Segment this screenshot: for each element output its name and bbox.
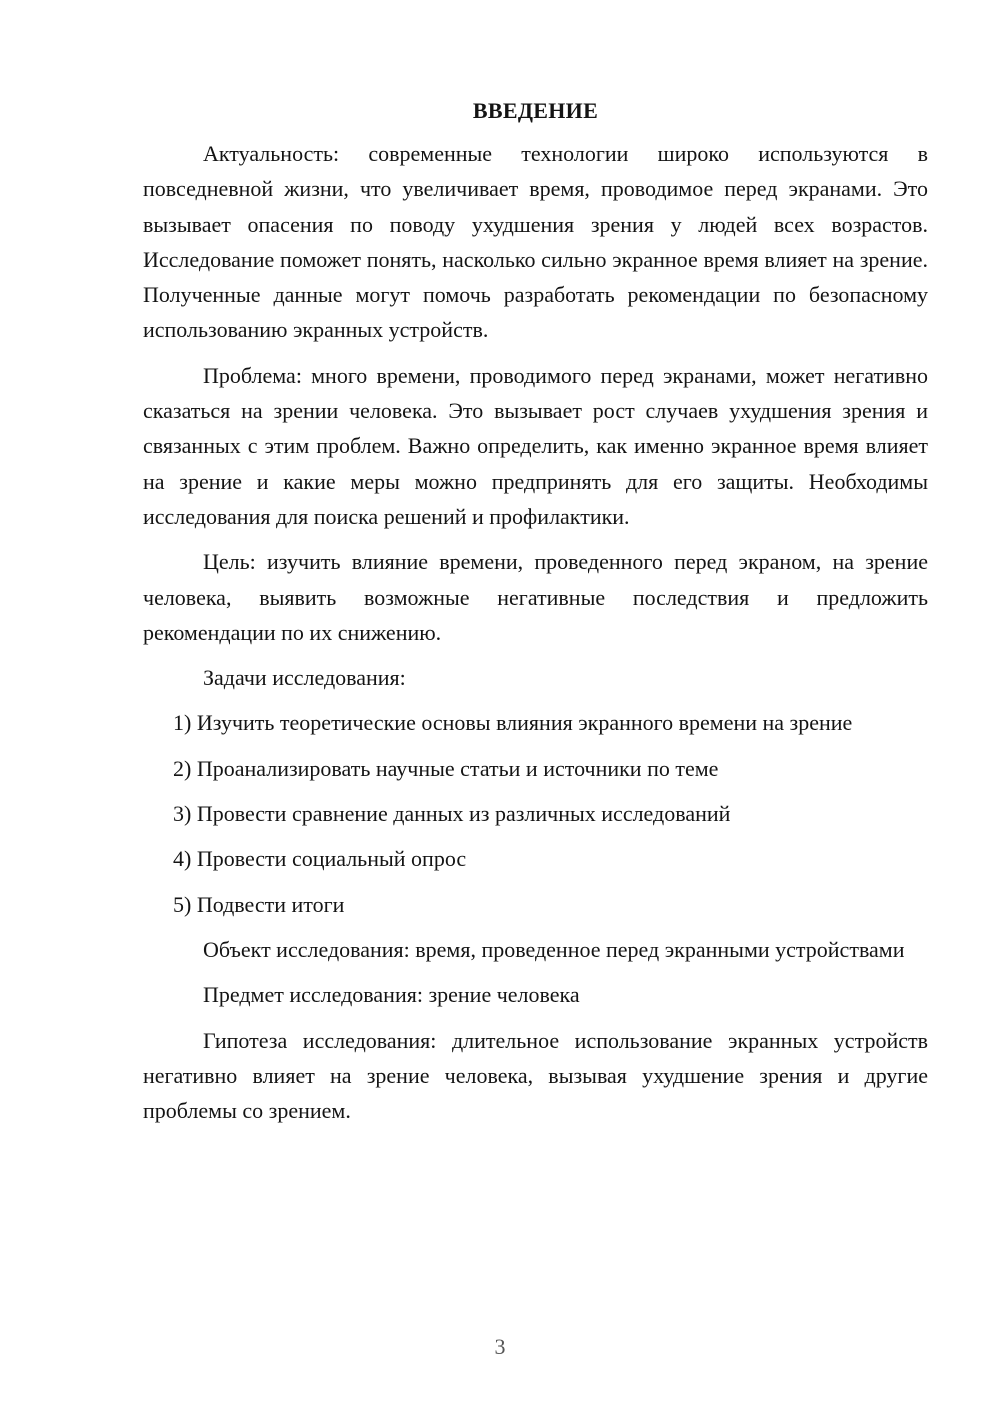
document-page: [143, 96, 928, 1138]
task-item-5: 5) Подвести итоги: [173, 891, 345, 917]
task-item-2: 2) Проанализировать научные статьи и источники по теме: [173, 755, 719, 781]
paragraph-goal: Цель: изучить влияние времени, проведенного перед экраном, на зрение человека, выявить возможные негативные последствия и предложить рекомендации по их снижению.: [143, 549, 928, 645]
paragraph-hypothesis: Гипотеза исследования: длительное использование экранных устройств негативно влияет на зрение человека, вызывая ухудшение зрения и другие проблемы со зрением.: [143, 1027, 928, 1124]
paragraph-subject: Предмет исследования: зрение человека: [203, 982, 580, 1008]
paragraph-relevance: Актуальность: современные технологии широко используются в повседневной жизни, что увеличивает время, проводимое перед экранами. Это вызывает опасения по поводу ухудшения зрения у людей всех возрастов. Исследование поможет понять, насколько сильно экранное время влияет на зрение. Полученные данные могут помочь разработать рекомендации по безопасному использованию экранных устройств.: [143, 141, 928, 343]
task-item-4: 4) Провести социальный опрос: [173, 846, 467, 872]
paragraph-object: Объект исследования: время, проведенное перед экранными устройствами: [203, 936, 905, 962]
tasks-heading: Задачи исследования:: [203, 665, 406, 691]
task-item-3: 3) Провести сравнение данных из различных исследований: [173, 801, 731, 827]
page-number: 3: [494, 1334, 506, 1359]
task-item-1: 1) Изучить теоретические основы влияния экранного времени на зрение: [173, 710, 853, 736]
page-title: ВВЕДЕНИЕ: [472, 98, 599, 123]
paragraph-problem: Проблема: много времени, проводимого перед экранами, может негативно сказаться на зрении человека. Это вызывает рост случаев ухудшения зрения и связанных с этим проблем. Важно определить, как именно экранное время влияет на зрение и какие меры можно предпринять для его защиты. Необходимы исследования для поиска решений и профилактики.: [143, 362, 928, 529]
